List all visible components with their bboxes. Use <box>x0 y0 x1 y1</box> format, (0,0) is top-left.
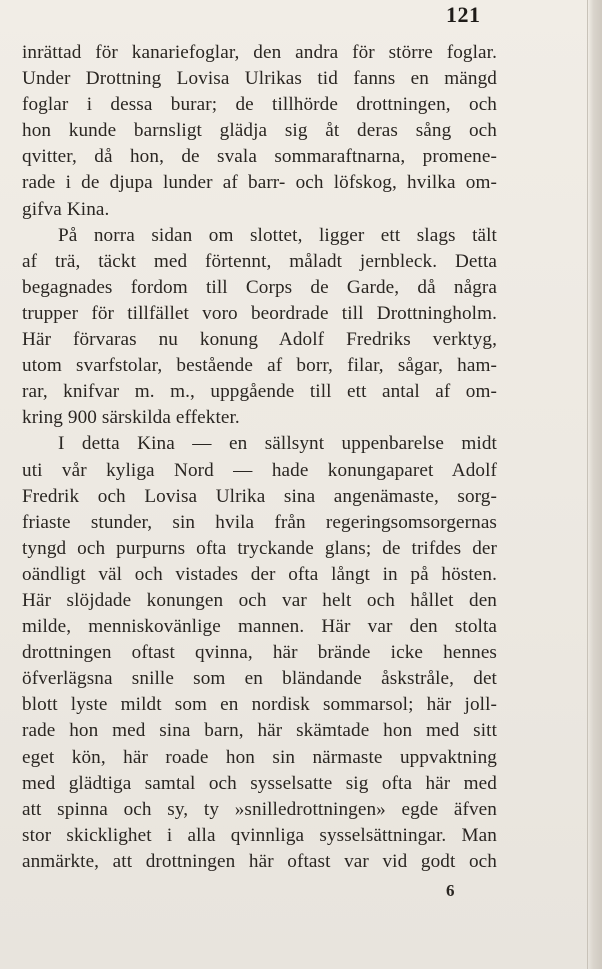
text-line: kring 900 särskilda effekter. <box>22 407 240 429</box>
text-line: Under Drottning Lovisa Ulrikas tid fanns en mängd <box>22 68 497 90</box>
text-line: med glädtiga samtal och sysselsatte sig ofta här med <box>22 772 497 794</box>
text-line: qvitter, då hon, de svala sommaraftnarna, promene- <box>22 146 497 168</box>
text-line: gifva Kina. <box>22 198 110 220</box>
text-line: begagnades fordom till Corps de Garde, då några <box>22 276 497 298</box>
text-line: blott lyste mildt som en nordisk sommarsol; här joll- <box>22 694 497 716</box>
text-line: Fredrik och Lovisa Ulrika sina angenämaste, sorg- <box>22 485 497 507</box>
body-text <box>22 40 497 875</box>
page-number: 121 <box>446 2 481 27</box>
signature-mark: 6 <box>446 881 455 900</box>
text-line: eget kön, här roade hon sin närmaste uppvaktning <box>22 746 497 768</box>
text-line: oändligt väl och vistades der ofta långt in på hösten. <box>22 563 497 585</box>
text-line: rade i de djupa lunder af barr- och löfskog, hvilka om- <box>22 172 497 194</box>
text-line: rar, knifvar m. m., uppgående till ett antal af om- <box>22 381 497 403</box>
text-line: tyngd och purpurns ofta tryckande glans; de trifdes der <box>22 537 497 559</box>
text-line: friaste stunder, sin hvila från regeringsomsorgernas <box>22 511 497 533</box>
text-line: Här förvaras nu konung Adolf Fredriks verktyg, <box>22 329 497 351</box>
text-line: rade hon med sina barn, här skämtade hon med sitt <box>22 720 497 742</box>
paragraph-start-line: I detta Kina — en sällsynt uppenbarelse midt <box>58 433 497 455</box>
text-line: öfverlägsna snille som en bländande åskstråle, det <box>22 668 497 690</box>
text-line: milde, menniskovänlige mannen. Här var den stolta <box>22 616 497 638</box>
text-line: foglar i dessa burar; de tillhörde drottningen, och <box>22 94 497 116</box>
page-edge <box>587 0 602 969</box>
text-line: hon kunde barnsligt glädja sig åt deras sång och <box>22 120 497 142</box>
text-line: drottningen oftast qvinna, här brände icke hennes <box>22 642 497 664</box>
text-line: att spinna och sy, ty »snilledrottningen» egde äfven <box>22 798 497 820</box>
text-line: inrättad för kanariefoglar, den andra för större foglar. <box>22 42 497 63</box>
text-line: trupper för tillfället voro beordrade till Drottningholm. <box>22 302 497 324</box>
text-line: anmärkte, att drottningen här oftast var vid godt och <box>22 850 497 872</box>
text-line: uti vår kyliga Nord — hade konungaparet Adolf <box>22 459 497 481</box>
text-line: af trä, täckt med förtennt, måladt jernbleck. Detta <box>22 250 497 272</box>
text-line: utom svarfstolar, bestående af borr, filar, sågar, ham- <box>22 355 497 377</box>
text-line: stor skicklighet i alla qvinnliga sysselsättningar. Man <box>22 824 497 846</box>
text-line: Här slöjdade konungen och var helt och hållet den <box>22 589 497 611</box>
paragraph-start-line: På norra sidan om slottet, ligger ett slags tält <box>58 224 497 246</box>
